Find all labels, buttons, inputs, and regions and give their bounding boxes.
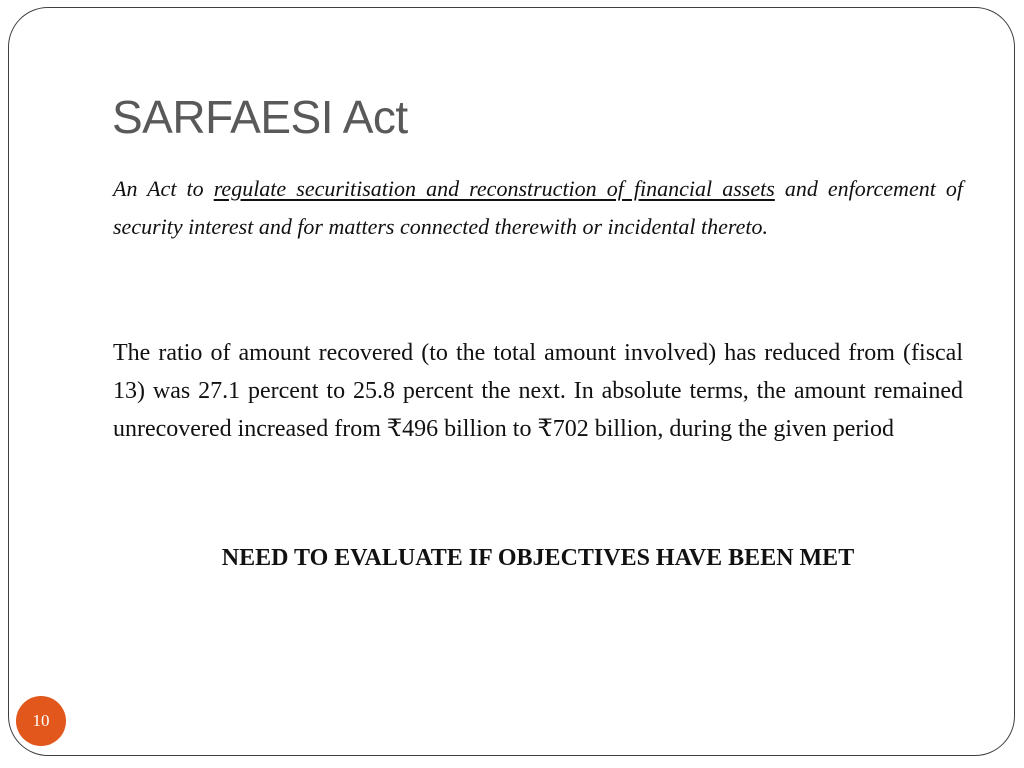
act-description-lead: An Act to — [113, 176, 214, 201]
recovery-ratio-paragraph: The ratio of amount recovered (to the total amount involved) has reduced from (fiscal 13) was 27.1 percent to 25.8 percent the next. In absolute terms, the amount remained unrecovered increased from ₹496 billion to ₹702 billion, during the given period — [113, 340, 963, 442]
conclusion-heading: NEED TO EVALUATE IF OBJECTIVES HAVE BEEN MET — [221, 545, 855, 571]
act-description-tail: and enforcement of security interest and for matters connected therewith or incidental thereto. — [113, 176, 964, 239]
act-description-underlined: regulate securitisation and reconstruction of financial assets — [213, 176, 775, 201]
slide-title: SARFAESI Act — [112, 91, 408, 143]
page-number-badge: 10 — [16, 696, 66, 746]
act-description — [113, 170, 963, 246]
